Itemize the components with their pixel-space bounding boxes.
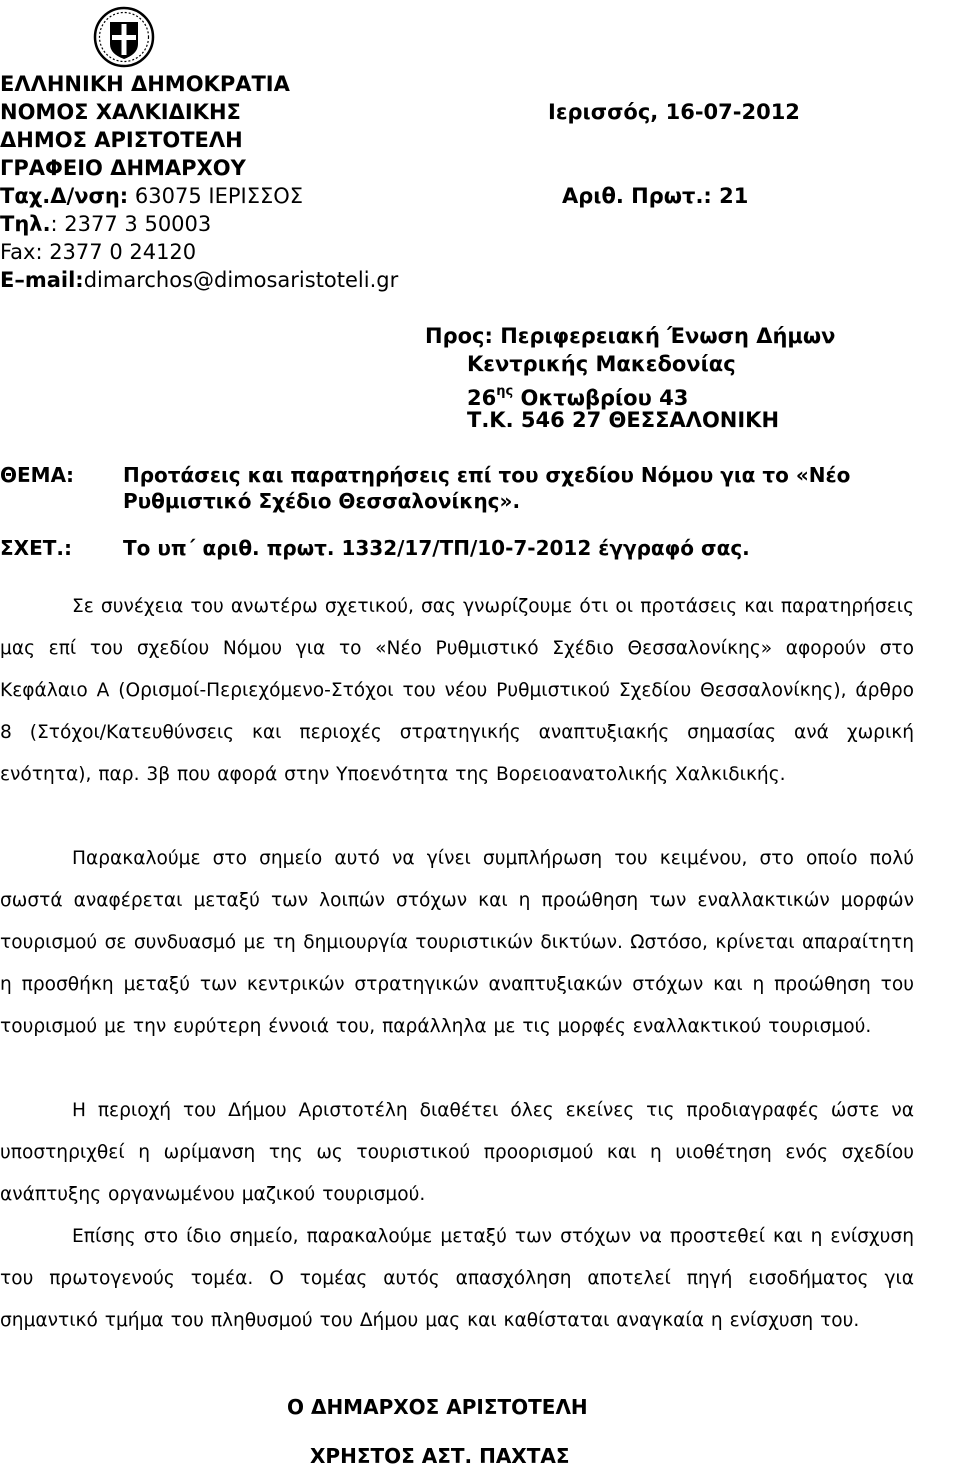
signature-title: Ο ΔΗΜΑΡΧΟΣ ΑΡΙΣΤΟΤΕΛΗ xyxy=(287,1395,588,1419)
body-paragraph-4 xyxy=(0,1216,914,1342)
body-paragraph-1-text: Σε συνέχεια του ανωτέρω σχετικού, σας γνωρίζουμε ότι οι προτάσεις και παρατηρήσεις μας επί του σχεδίου Νόμου για το «Νέο Ρυθμιστικό Σχέδιο Θεσσαλονίκης» αφορούν στο Κεφάλαιο Α (Ορισμοί-Περιεχόμενο-Στόχοι του νέου Ρυθμιστικού Σχεδίου Θεσσαλονίκης), άρθρο 8 (Στόχοι/Κατευθύνσεις και περιοχές στρατηγικής αναπτυξιακής σημασίας ανά χωρική ενότητα), παρ. 3β που αφορά στην Υποενότητα της Βορειοανατολικής Χαλκιδικής. xyxy=(0,596,914,785)
email-label: E–mail: xyxy=(0,268,84,292)
office-name: ΓΡΑΦΕΙΟ ΔΗΜΑΡΧΟΥ xyxy=(0,156,246,180)
protocol-label: Αριθ. Πρωτ. xyxy=(562,184,704,208)
protocol-value: : 21 xyxy=(703,184,749,208)
recipient-street-name: Οκτωβρίου 43 xyxy=(513,386,689,410)
phone xyxy=(0,212,211,236)
phone-label: Τηλ. xyxy=(0,212,51,236)
recipient-line-3 xyxy=(467,380,688,410)
reference-text: Το υπ΄ αριθ. πρωτ. 1332/17/ΤΠ/10-7-2012 έγγραφό σας. xyxy=(123,536,750,560)
postal-address-value: 63075 ΙΕΡΙΣΣΟΣ xyxy=(134,184,304,208)
recipient-line-1: Προς: Περιφερειακή Ένωση Δήμων xyxy=(425,324,836,348)
signature-name: ΧΡΗΣΤΟΣ ΑΣΤ. ΠΑΧΤΑΣ xyxy=(310,1444,570,1468)
body-paragraph-1 xyxy=(0,586,914,796)
recipient-line-4: Τ.Κ. 546 27 ΘΕΣΣΑΛΟΝΙΚΗ xyxy=(467,408,780,432)
place-date: Ιερισσός, 16-07-2012 xyxy=(548,100,800,124)
fax: Fax: 2377 0 24120 xyxy=(0,240,197,264)
municipality-name: ΔΗΜΟΣ ΑΡΙΣΤΟΤΕΛΗ xyxy=(0,128,243,152)
postal-address xyxy=(0,184,303,208)
body-paragraph-3-text: Η περιοχή του Δήμου Αριστοτέλη διαθέτει όλες εκείνες τις προδιαγραφές ώστε να υποστηριχθεί η ωρίμανση της ως τουριστικού προορισμού και η υιοθέτηση ενός σχεδίου ανάπτυξης οργανωμένου μαζικού τουρισμού. xyxy=(0,1100,914,1205)
subject-text-line-2: Ρυθμιστικό Σχέδιο Θεσσαλονίκης». xyxy=(123,489,521,513)
subject-text-line-1: Προτάσεις και παρατηρήσεις επί του σχεδίου Νόμου για το «Νέο xyxy=(123,463,851,487)
body-paragraph-3 xyxy=(0,1090,914,1216)
body-paragraph-2-text: Παρακαλούμε στο σημείο αυτό να γίνει συμπλήρωση του κειμένου, στο οποίο πολύ σωστά αναφέρεται μεταξύ των λοιπών στόχων και η προώθηση των εναλλακτικών μορφών τουρισμού σε συνδυασμό με τη δημιουργία τουριστικών δικτύων. Ωστόσο, κρίνεται απαραίτητη η προσθήκη μεταξύ των κεντρικών στρατηγικών αναπτυξιακών στόχων και η προώθηση του τουρισμού με την ευρύτερη έννοιά του, παράλληλα με τις μορφές εναλλακτικού τουρισμού. xyxy=(0,848,914,1037)
postal-address-label: Ταχ.Δ/νση: xyxy=(0,184,129,208)
phone-value: : 2377 3 50003 xyxy=(50,212,212,236)
reference-label: ΣΧΕΤ.: xyxy=(0,536,72,560)
ordinal-suffix: ης xyxy=(496,384,514,399)
recipient-line-2: Κεντρικής Μακεδονίας xyxy=(467,352,736,376)
subject-label: ΘΕΜΑ: xyxy=(0,463,75,487)
email xyxy=(0,268,398,292)
email-value: dimarchos@dimosaristoteli.gr xyxy=(83,268,399,292)
greek-state-emblem-icon xyxy=(93,6,155,68)
body-paragraph-4-text: Επίσης στο ίδιο σημείο, παρακαλούμε μεταξύ των στόχων να προστεθεί και η ενίσχυση του πρωτογενούς τομέα. Ο τομέας αυτός απασχόληση αποτελεί πηγή εισοδήματος για σημαντικό τμήμα του πληθυσμού του Δήμου μας και καθίσταται αναγκαία η ενίσχυση του. xyxy=(0,1226,914,1331)
protocol-number xyxy=(562,184,748,208)
body-paragraph-2 xyxy=(0,838,914,1048)
prefecture-name: ΝΟΜΟΣ ΧΑΛΚΙΔΙΚΗΣ xyxy=(0,100,241,124)
recipient-street-number: 26 xyxy=(467,386,497,410)
country-name: ΕΛΛΗΝΙΚΗ ΔΗΜΟΚΡΑΤΙΑ xyxy=(0,72,290,96)
